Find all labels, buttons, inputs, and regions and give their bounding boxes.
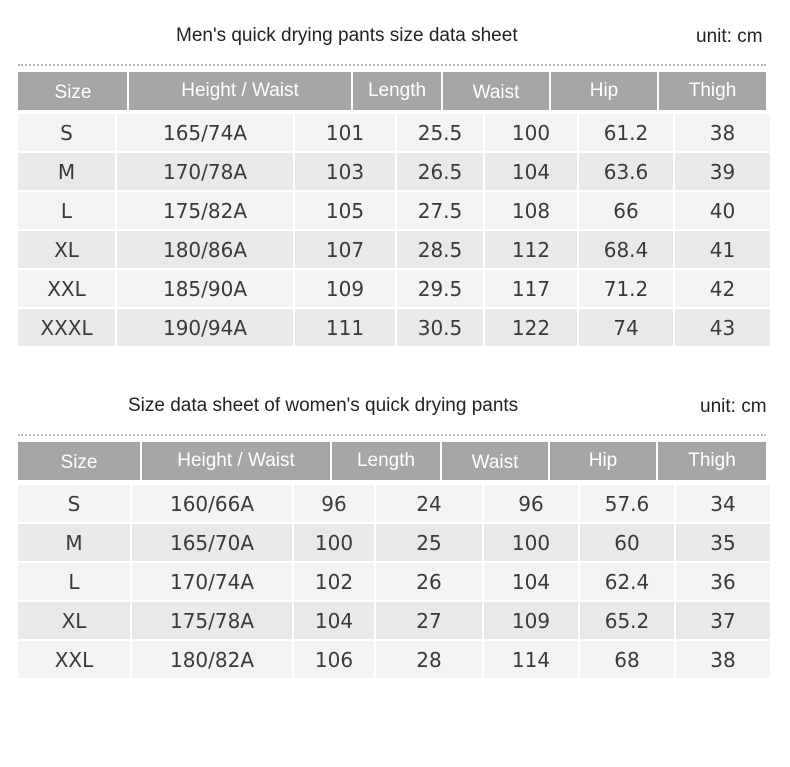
height-waist-cell: 165/70A (132, 524, 292, 561)
womens-header-height-waist: Height / Waist (177, 450, 295, 471)
size-cell: S (18, 485, 130, 522)
hip-cell: 74 (579, 309, 673, 346)
height-waist-cell: 165/74A (117, 114, 293, 151)
length-cell: 103 (295, 153, 395, 190)
length-cell-2: 24 (376, 485, 482, 522)
thigh-cell: 36 (676, 563, 770, 600)
size-cell: XXL (18, 270, 115, 307)
length-cell-2: 30.5 (397, 309, 483, 346)
thigh-cell: 43 (675, 309, 770, 346)
waist-cell: 104 (485, 153, 577, 190)
mens-sheet-title: Men's quick drying pants size data sheet (176, 25, 518, 46)
height-waist-cell: 170/74A (132, 563, 292, 600)
waist-cell: 109 (484, 602, 578, 639)
size-cell: XXXL (18, 309, 115, 346)
waist-cell: 117 (485, 270, 577, 307)
length-cell: 109 (295, 270, 395, 307)
height-waist-cell: 180/86A (117, 231, 293, 268)
womens-dotted-divider (18, 434, 766, 436)
height-waist-cell: 190/94A (117, 309, 293, 346)
hip-cell: 68.4 (579, 231, 673, 268)
size-cell: XL (18, 602, 130, 639)
waist-cell: 96 (484, 485, 578, 522)
waist-cell: 114 (484, 641, 578, 678)
mens-table-header (18, 72, 766, 110)
waist-cell: 100 (485, 114, 577, 151)
height-waist-cell: 175/82A (117, 192, 293, 229)
table-row (18, 153, 770, 190)
length-cell: 111 (295, 309, 395, 346)
size-cell: XXL (18, 641, 130, 678)
waist-cell: 112 (485, 231, 577, 268)
hip-cell: 57.6 (580, 485, 674, 522)
length-cell-2: 26 (376, 563, 482, 600)
womens-header-waist: Waist (471, 452, 519, 473)
table-row (18, 641, 770, 678)
length-cell: 101 (295, 114, 395, 151)
table-row (18, 485, 770, 522)
length-cell-2: 28 (376, 641, 482, 678)
table-row (18, 524, 770, 561)
waist-cell: 108 (485, 192, 577, 229)
hip-cell: 63.6 (579, 153, 673, 190)
length-cell-2: 26.5 (397, 153, 483, 190)
hip-cell: 60 (580, 524, 674, 561)
thigh-cell: 40 (675, 192, 770, 229)
length-cell-2: 25.5 (397, 114, 483, 151)
mens-unit-label: unit: cm (696, 26, 763, 47)
waist-cell: 100 (484, 524, 578, 561)
length-cell-2: 27.5 (397, 192, 483, 229)
table-row (18, 192, 770, 229)
size-cell: L (18, 563, 130, 600)
length-cell: 104 (294, 602, 374, 639)
table-row (18, 602, 770, 639)
hip-cell: 71.2 (579, 270, 673, 307)
womens-header-thigh: Thigh (688, 450, 736, 471)
mens-header-hip: Hip (589, 80, 619, 101)
length-cell-2: 25 (376, 524, 482, 561)
thigh-cell: 34 (676, 485, 770, 522)
womens-header-hip: Hip (588, 450, 618, 471)
waist-cell: 104 (484, 563, 578, 600)
hip-cell: 62.4 (580, 563, 674, 600)
size-cell: S (18, 114, 115, 151)
size-cell: M (18, 524, 130, 561)
table-row (18, 309, 770, 346)
length-cell-2: 27 (376, 602, 482, 639)
womens-sheet-title: Size data sheet of women's quick drying pants (128, 395, 519, 416)
hip-cell: 68 (580, 641, 674, 678)
length-cell: 107 (295, 231, 395, 268)
womens-table-header (18, 442, 766, 480)
length-cell: 102 (294, 563, 374, 600)
length-cell: 105 (295, 192, 395, 229)
mens-header-waist: Waist (472, 82, 520, 103)
table-row (18, 114, 770, 151)
womens-unit-label: unit: cm (700, 396, 767, 417)
size-cell: XL (18, 231, 115, 268)
size-cell: L (18, 192, 115, 229)
mens-header-thigh: Thigh (688, 80, 737, 101)
mens-dotted-divider (18, 64, 766, 66)
thigh-cell: 35 (676, 524, 770, 561)
hip-cell: 61.2 (579, 114, 673, 151)
height-waist-cell: 160/66A (132, 485, 292, 522)
hip-cell: 65.2 (580, 602, 674, 639)
mens-header-length: Length (367, 80, 427, 101)
height-waist-cell: 180/82A (132, 641, 292, 678)
length-cell: 100 (294, 524, 374, 561)
height-waist-cell: 170/78A (117, 153, 293, 190)
length-cell-2: 29.5 (397, 270, 483, 307)
waist-cell: 122 (485, 309, 577, 346)
thigh-cell: 37 (676, 602, 770, 639)
womens-header-size: Size (60, 452, 98, 473)
length-cell-2: 28.5 (397, 231, 483, 268)
womens-header-length: Length (356, 450, 416, 471)
thigh-cell: 41 (675, 231, 770, 268)
length-cell: 96 (294, 485, 374, 522)
thigh-cell: 38 (675, 114, 770, 151)
mens-header-size: Size (54, 82, 92, 103)
thigh-cell: 38 (676, 641, 770, 678)
mens-header-height-waist: Height / Waist (181, 80, 299, 101)
table-row (18, 563, 770, 600)
height-waist-cell: 175/78A (132, 602, 292, 639)
thigh-cell: 42 (675, 270, 770, 307)
size-cell: M (18, 153, 115, 190)
table-row (18, 231, 770, 268)
length-cell: 106 (294, 641, 374, 678)
height-waist-cell: 185/90A (117, 270, 293, 307)
thigh-cell: 39 (675, 153, 770, 190)
hip-cell: 66 (579, 192, 673, 229)
table-row (18, 270, 770, 307)
